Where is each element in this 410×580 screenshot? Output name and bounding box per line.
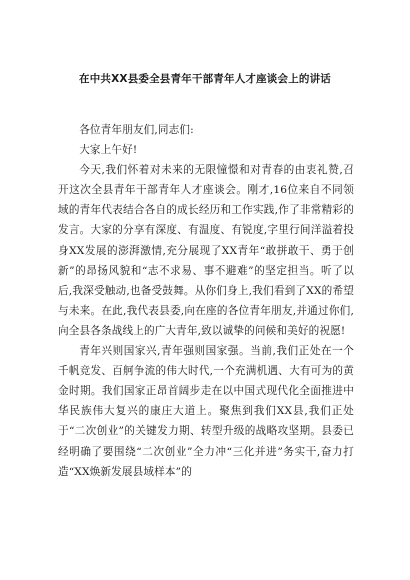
salutation-paragraph: 各位青年朋友们,同志们: bbox=[79, 124, 194, 136]
body-paragraph: 今天,我们怀着对未来的无限憧憬和对青春的由衷礼赞,召开这次全县青年干部青年人才座谈会。刚才,16位来自不同领域的青年代表结合各自的成长经历和工作实践,作了非常精彩的发言。大家的分享有深度、有温度、有锐度,字里行间洋溢着投身XX发展的澎湃激情,充分展现了XX青年“敢拼敢干、勇于创新”的昂扬风貌和“志不求易、事不避难”的坚定担当。听了以后,我深受触动,也备受鼓舞。从你们身上,我们看到了XX的希望与未来。在此,我代表县委,向在座的各位青年朋友,并通过你们,向全县各条战线上的广大青年,致以诚挚的问候和美好的祝愿! bbox=[58, 164, 354, 337]
document-body bbox=[58, 120, 354, 482]
document-title: 在中共XX县委全县青年干部青年人才座谈会上的讲话 bbox=[79, 73, 331, 85]
greeting-paragraph: 大家上午好! bbox=[79, 144, 138, 157]
body-paragraph: 青年兴则国家兴,青年强则国家强。当前,我们正处在一个千帆竞发、百舸争流的伟大时代,一个充满机遇、大有可为的黄金时期。我们国家正昂首阔步走在以中国式现代化全面推进中华民族伟大复兴的康庄大道上。聚焦到我们XX县,我们正处于“二次创业”的关键发力期、转型升级的战略攻坚期。县委已经明确了要围绕“二次创业”全力冲“三化并进”务实干,奋力打造“XX焕新发展县域样本”的 bbox=[58, 345, 354, 478]
